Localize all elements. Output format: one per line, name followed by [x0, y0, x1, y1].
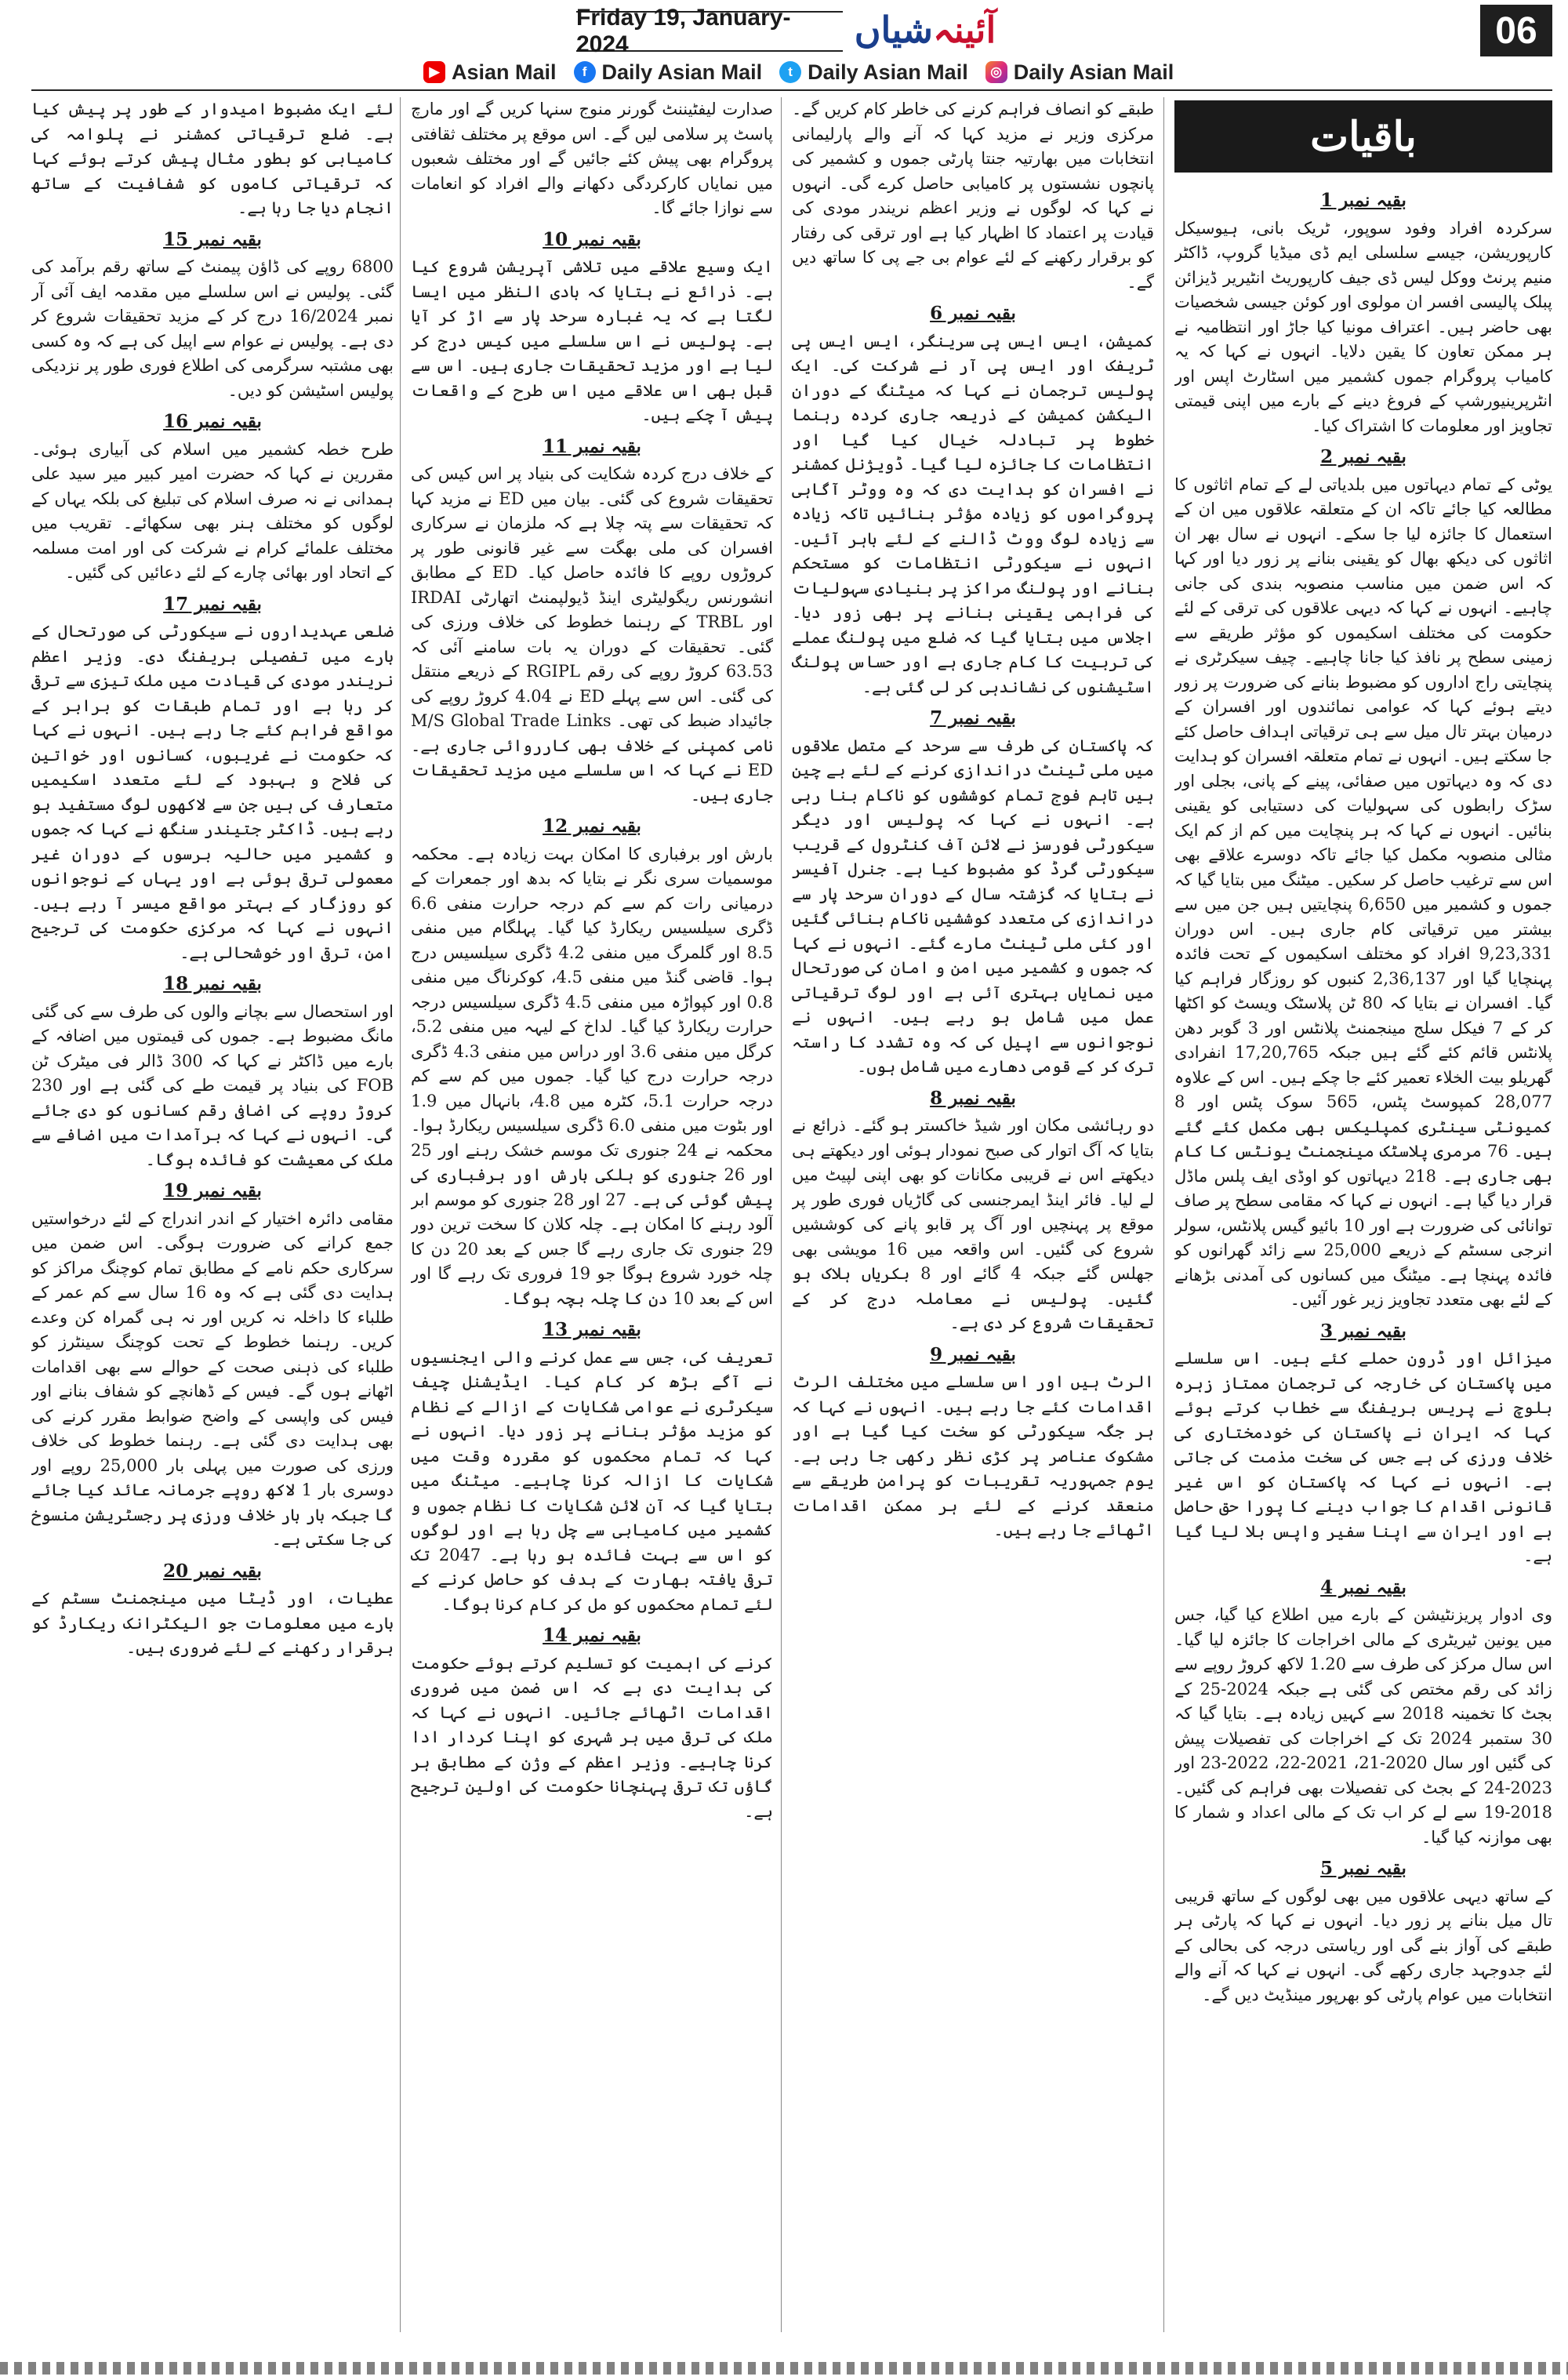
- continuation-heading: بقیہ نمبر 2: [1320, 446, 1406, 467]
- facebook-icon: f: [574, 61, 596, 83]
- article-text: کے خلاف درج کردہ شکایت کی بنیاد پر اس کیس کی تحقیقات شروع کی گئی۔ بیان میں ED نے مزید کہا کہ تحقیقات سے پتہ چلا ہے کہ ملزمان نے سرکاری افسران کی ملی بھگت سے غیر قانونی طور پر کروڑوں روپے کا فائدہ حاصل کیا۔ ED کے مطابق انشورنس ریگولیٹری اینڈ ڈیولپمنٹ اتھارٹی IRDAI اور TRBL کے رہنما خطوط کی خلاف ورزی کی گئی۔ تحقیقات کے دوران یہ بات سامنے آئی کہ 63.53 کروڑ روپے کی رقم RGIPL کے ذریعے منتقل کی گئی۔ اس سے پہلے ED نے 4.04 کروڑ روپے کی جائیداد ضبط کی تھی۔ M/S Global Trade Links نامی کمپنی کے خلاف بھی کارروائی جاری ہے۔ ED نے کہا کہ اس سلسلے میں مزید تحقیقات جاری ہیں۔: [411, 464, 773, 805]
- column-2: [792, 97, 1154, 2332]
- social-instagram-label: Daily Asian Mail: [1013, 60, 1174, 84]
- continuation-heading: بقیہ نمبر 19: [163, 1180, 262, 1201]
- article-text: بارش اور برفباری کا امکان بہت زیادہ ہے۔ محکمہ موسمیات سری نگر نے بتایا کہ بدھ اور جمعرات کے درمیانی رات کم سے کم درجہ حرارت منفی 6.6 ڈگری سیلسیس ریکارڈ کیا گیا۔ پہلگام میں منفی 8.5 اور گلمرگ میں منفی 4.2 ڈگری سیلسیس درج ہوا۔ قاضی گنڈ میں منفی 4.5، کوکرناگ میں منفی 0.8 اور کپواڑہ میں منفی 4.5 ڈگری سیلسیس درجہ حرارت ریکارڈ کیا گیا۔ لداخ کے لیہہ میں منفی 5.2، کرگل میں منفی 3.6 اور دراس میں منفی 4.3 ڈگری درجہ حرارت درج کیا گیا۔ جموں میں کم سے کم درجہ حرارت 5.1، کٹرہ میں 4.8، بانہال میں 1.9 اور بٹوت میں منفی 6.0 ڈگری سیلسیس ریکارڈ ہوا۔ محکمہ نے 24 جنوری تک موسم خشک رہنے اور 25 اور 26 جنوری کو ہلکی بارش اور برفباری کی پیش گوئی کی ہے۔ 27 اور 28 جنوری کو موسم ابر آلود رہنے کا امکان ہے۔ چلہ کلان کا سخت ترین دور 29 جنوری تک جاری رہے گا جس کے بعد 20 دن کا چلہ خورد شروع ہوگا جو 19 فروری تک رہے گا اور اس کے بعد 10 دن کا چلہ بچہ ہوگا۔: [411, 844, 773, 1308]
- social-twitter[interactable]: [779, 60, 968, 85]
- continuation-heading: بقیہ نمبر 17: [163, 593, 262, 615]
- article-text: لئے ایک مضبوط امیدوار کے طور پر پیش کیا ہے۔ ضلع ترقیاتی کمشنر نے پلوامہ کی کامیابی کو بطور مثال پیش کرتے ہوئے کہا کہ ترقیاتی کاموں کو شفافیت کے ساتھ انجام دیا جا رہا ہے۔: [31, 100, 394, 217]
- newspaper-logo: [854, 3, 996, 56]
- continuation-heading: بقیہ نمبر 18: [163, 973, 262, 994]
- column-divider: [781, 97, 782, 2332]
- continuation-heading: بقیہ نمبر 14: [543, 1625, 641, 1646]
- instagram-icon: ◎: [985, 61, 1007, 83]
- continuation-heading: بقیہ نمبر 16: [163, 411, 262, 432]
- article-text: وی ادوار پریزنٹیشن کے بارے میں اطلاع کیا گیا، جس میں یونین ٹیریٹری کے مالی اخراجات کا جائزہ لیا گیا۔ اس سال مرکز کی طرف سے 1.20 لاکھ کروڑ روپے سے زائد کی رقم مختص کی گئی ہے جبکہ 2024-25 کے بجٹ کا تخمینہ 2018 سے کہیں زیادہ ہے۔ بتایا گیا کہ 30 ستمبر 2024 تک کے اخراجات کی تفصیلات پیش کی گئیں اور سال 2020-21، 2021-22، 2022-23 اور 2023-24 کے بجٹ کی تفصیلات بھی فراہم کی گئیں۔ 2018-19 سے لے کر اب تک کے مالی اعداد و شمار کا بھی موازنہ کیا گیا۔: [1174, 1605, 1552, 1847]
- page-number: 06: [1480, 5, 1552, 56]
- masthead-rule: [31, 89, 1552, 91]
- social-links-bar: [423, 56, 1560, 88]
- youtube-icon: ▶: [423, 61, 445, 83]
- continuation-heading: بقیہ نمبر 10: [543, 228, 641, 250]
- issue-date: Friday 19, January-2024: [576, 11, 843, 52]
- article-text: سرکردہ افراد وفود سوپور، ٹریک بانی، ہیوسیکل کارپوریشن، جیسے سلسلی ایم ڈی میڈیا گروپ، ڈاکٹر منیم پرنٹ ووکل لیس ڈی جیف کارپوریٹ انٹیریر ڈیزائن پبلک پالیسی افسر ان مولوی اور کوئن جیسی شخصیات بھی حاضر ہیں۔ اعتراف مونیا کیا جاڑ اور انتظامیہ نے ہر ممکن تعاون کا یقین دلایا۔ انہوں نے کہا کہ یہ کامیاب پروگرام جموں کشمیر میں اسٹارٹ اپس اور انٹرپرینیورشپ کے فروغ دینے کے بارے میں اپنی قیمتی تجاویز اور معلومات کا اشتراک کیا۔: [1174, 218, 1552, 435]
- continuation-heading: بقیہ نمبر 13: [543, 1319, 641, 1340]
- article-text: ضلعی عہدیداروں نے سیکورٹی کی صورتحال کے بارے میں تفصیلی بریفنگ دی۔ وزیر اعظم نریندر مودی کی قیادت میں ملک تیزی سے ترقی کر رہا ہے اور تمام طبقات کو برابر کے مواقع فراہم کئے جا رہے ہیں۔ انہوں نے کہا کہ حکومت نے غریبوں، کسانوں اور خواتین کی فلاح و بہبود کے لئے متعدد اسکیمیں متعارف کی ہیں جن سے لاکھوں لوگ مستفید ہو رہے ہیں۔ ڈاکٹر جتیندر سنگھ نے کہا کہ جموں و کشمیر میں حالیہ برسوں کے دوران غیر معمولی ترقی ہوئی ہے اور یہاں کے نوجوانوں کو روزگار کے بہتر مواقع میسر آ رہے ہیں۔ انہوں نے کہا کہ مرکزی حکومت کی ترجیح امن، ترقی اور خوشحالی ہے۔: [31, 622, 394, 962]
- social-facebook-label: Daily Asian Mail: [601, 60, 763, 84]
- twitter-icon: t: [779, 61, 801, 83]
- continuation-heading: بقیہ نمبر 9: [930, 1343, 1016, 1365]
- continuation-heading: بقیہ نمبر 20: [163, 1560, 262, 1582]
- column-1: [1174, 182, 1552, 2332]
- article-text: الرٹ ہیں اور اس سلسلے میں مختلف الرٹ اقدامات کئے جا رہے ہیں۔ انہوں نے کہا کہ ہر جگہ سیکورٹی کو سخت کیا گیا ہے اور مشکوک عناصر پر کڑی نظر رکھی جا رہی ہے۔ یوم جمہوریہ تقریبات کو پرامن طریقے سے منعقد کرنے کے لئے ہر ممکن اقدامات اٹھائے جا رہے ہیں۔: [792, 1372, 1154, 1539]
- article-text: مقامی دائرہ اختیار کے اندر اندراج کے لئے درخواستیں جمع کرانے کی ضرورت ہوگی۔ اس ضمن میں سرکاری حکم نامے کے مطابق تمام کوچنگ مراکز کو ہدایت دی گئی ہے کہ وہ 16 سال سے کم عمر کے طلباء کا داخلہ نہ کریں اور نہ ہی گمراہ کن وعدے کریں۔ رہنما خطوط کے تحت کوچنگ سینٹرز کو طلباء کی ذہنی صحت کے حوالے سے بھی اقدامات اٹھانے ہوں گے۔ فیس کے ڈھانچے کو شفاف بنانے اور فیس کی واپسی کے واضح ضوابط مقرر کرنے کی بھی ہدایت دی گئی ہے۔ رہنما خطوط کی خلاف ورزی کی صورت میں پہلی بار 25,000 روپے اور دوسری بار 1 لاکھ روپے جرمانہ عائد کیا جائے گا جبکہ بار بار خلاف ورزی پر رجسٹریشن منسوخ کی جا سکتی ہے۔: [31, 1208, 394, 1549]
- article-text: عطیات، اور ڈیٹا میں مینجمنٹ سسٹم کے بارے میں معلومات جو الیکٹرانک ریکارڈ کو برقرار رکھنے کے لئے ضروری ہیں۔: [31, 1589, 394, 1657]
- article-text: صدارت لیفٹیننٹ گورنر منوج سنہا کریں گے اور مارچ پاسٹ پر سلامی لیں گے۔ اس موقع پر مختلف ثقافتی پروگرام بھی پیش کئے جائیں گے اور مختلف شعبوں میں نمایاں کارکردگی دکھانے والے افراد کو انعامات سے نوازا جائے گا۔: [411, 100, 773, 217]
- article-text: دو رہائشی مکان اور شیڈ خاکستر ہو گئے۔ ذرائع نے بتایا کہ آگ اتوار کی صبح نمودار ہوئی اور دیکھتے ہی دیکھتے اس نے قریبی مکانات کو بھی اپنی لپیٹ میں لے لیا۔ فائر اینڈ ایمرجنسی کی گاڑیاں فوری طور پر موقع پر پہنچیں اور آگ پر قابو پانے کی کوششیں شروع کی گئیں۔ اس واقعہ میں 16 مویشی بھی جھلس گئے جبکہ 4 گائے اور 8 بکریاں ہلاک ہو گئیں۔ پولیس نے معاملہ درج کر کے تحقیقات شروع کر دی ہے۔: [792, 1116, 1154, 1332]
- column-divider: [400, 97, 401, 2332]
- column-divider: [1163, 97, 1164, 2332]
- continuation-heading: بقیہ نمبر 3: [1320, 1320, 1406, 1342]
- article-text: کہ پاکستان کی طرف سے سرحد کے متصل علاقوں میں ملی ٹینٹ دراندازی کرنے کے لئے بے چین ہیں تاہم فوج تمام کوششوں کو ناکام بنا رہی ہے۔ انہوں نے کہا کہ پولیس اور دیگر سیکورٹی فورسز نے لائن آف کنٹرول کے قریب سیکورٹی گرڈ کو مضبوط کیا ہے۔ جنرل آفیسر نے بتایا کہ گزشتہ سال کے دوران سرحد پار سے دراندازی کی متعدد کوششیں ناکام بنائی گئیں اور کئی ملی ٹینٹ مارے گئے۔ انہوں نے کہا کہ جموں و کشمیر میں امن و امان کی صورتحال میں نمایاں بہتری آئی ہے اور لوگ ترقیاتی عمل میں شامل ہو رہے ہیں۔ انہوں نے نوجوانوں سے اپیل کی کہ وہ تشدد کا راستہ ترک کر کے قومی دھارے میں شامل ہوں۔: [792, 736, 1154, 1076]
- article-text: تعریف کی، جس سے عمل کرنے والی ایجنسیوں نے آگے بڑھ کر کام کیا۔ ایڈیشنل چیف سیکرٹری نے عوامی شکایات کے ازالے کے نظام کو مزید مؤثر بنانے پر زور دیا۔ انہوں نے کہا کہ تمام محکموں کو مقررہ وقت میں شکایات کا ازالہ کرنا چاہیے۔ میٹنگ میں بتایا گیا کہ آن لائن شکایات کا نظام جموں و کشمیر میں کامیابی سے چل رہا ہے اور لوگوں کو اس سے بہت فائدہ ہو رہا ہے۔ 2047 تک ترقی یافتہ بھارت کے ہدف کو حاصل کرنے کے لئے تمام محکموں کو مل کر کام کرنا ہوگا۔: [411, 1347, 773, 1614]
- column-3: [411, 97, 773, 2332]
- social-youtube-label: Asian Mail: [452, 60, 557, 84]
- logo-text-b: شیاں: [854, 9, 933, 51]
- column-4: [31, 97, 394, 2332]
- continuation-heading: بقیہ نمبر 1: [1320, 190, 1406, 211]
- continuation-heading: بقیہ نمبر 4: [1320, 1576, 1406, 1598]
- continuation-heading: بقیہ نمبر 6: [930, 303, 1016, 324]
- continuation-heading: بقیہ نمبر 11: [543, 435, 641, 457]
- article-text: کرنے کی اہمیت کو تسلیم کرتے ہوئے حکومت کی ہدایت دی ہے کہ اس ضمن میں ضروری اقدامات اٹھائے جائیں۔ انہوں نے کہا کہ ملک کی ترقی میں ہر شہری کو اپنا کردار ادا کرنا چاہیے۔ وزیر اعظم کے وژن کے مطابق ہر گاؤں تک ترقی پہنچانا حکومت کی اولین ترجیح ہے۔: [411, 1653, 773, 1821]
- continuation-heading: بقیہ نمبر 7: [930, 707, 1016, 729]
- article-text: اور استحصال سے بچانے والوں کی طرف سے کی گئی مانگ مضبوط ہے۔ جموں کی قیمتوں میں اضافہ کے بارے میں ڈاکٹر نے کہا کہ 300 ڈالر فی میٹرک ٹن FOB کی بنیاد پر قیمت طے کی گئی ہے اور 230 کروڑ روپے کی اضافی رقم کسانوں کو دی جائے گی۔ انہوں نے کہا کہ برآمدات میں اضافے سے ملک کی معیشت کو فائدہ ہوگا۔: [31, 1001, 394, 1169]
- social-instagram[interactable]: [985, 60, 1174, 85]
- continuation-heading: بقیہ نمبر 8: [930, 1087, 1016, 1109]
- article-text: طبقے کو انصاف فراہم کرنے کی خاطر کام کریں گے۔ مرکزی وزیر نے مزید کہا کہ آنے والے پارلیمانی انتخابات میں بھارتیہ جنتا پارٹی جموں و کشمیر کی پانچوں نشستوں پر کامیابی حاصل کرے گی۔ انہوں نے کہا کہ لوگوں نے وزیر اعظم نریندر مودی کی قیادت پر اعتماد کا اظہار کیا ہے اور ترقی کی رفتار کو برقرار رکھنے کے لئے عوام بی جے پی کا ساتھ دیں گے۔: [792, 100, 1154, 292]
- social-twitter-label: Daily Asian Mail: [808, 60, 968, 84]
- continuation-heading: بقیہ نمبر 5: [1320, 1858, 1406, 1879]
- article-text: کے ساتھ دیہی علاقوں میں بھی لوگوں کے ساتھ قریبی تال میل بنانے پر زور دیا۔ انہوں نے کہا کہ پارٹی ہر طبقے کی آواز بنے گی اور ریاستی درجہ کی بحالی کے لئے جدوجہد جاری رکھے گی۔ انہوں نے کہا کہ آنے والے انتخابات میں عوام پارٹی کو بھرپور مینڈیٹ دیں گے۔: [1174, 1886, 1552, 2004]
- continuation-heading: بقیہ نمبر 15: [163, 228, 262, 250]
- article-text: کمیشن، ایس ایس پی سرینگر، ایس ایس پی ٹریفک اور ایس پی آر نے شرکت کی۔ ایک پولیس ترجمان نے کہا کہ میٹنگ کے دوران الیکشن کمیشن کے ذریعہ جاری کردہ رہنما خطوط پر تبادلہ خیال کیا گیا اور انتظامات کا جائزہ لیا گیا۔ ڈویژنل کمشنر نے افسران کو ہدایت دی کہ وہ ووٹر آگاہی پروگراموں کو زیادہ مؤثر بنائیں تاکہ زیادہ سے زیادہ لوگ ووٹ ڈالنے کے لئے باہر آئیں۔ انہوں نے سیکورٹی انتظامات کو مستحکم بنانے اور پولنگ مراکز پر بنیادی سہولیات کی فراہمی یقینی بنانے پر بھی زور دیا۔ اجلاس میں بتایا گیا کہ ضلع میں پولنگ عملے کی تربیت کا کام جاری ہے اور حساس پولنگ اسٹیشنوں کی نشاندہی کر لی گئی ہے۔: [792, 331, 1154, 696]
- printer-registration-strip: [0, 2362, 1568, 2375]
- logo-text-a: آئینہ: [932, 9, 996, 51]
- article-text: میزائل اور ڈرون حملے کئے ہیں۔ اس سلسلے میں پاکستان کی خارجہ کی ترجمان ممتاز زہرہ بلوچ نے پریس بریفنگ سے خطاب کرتے ہوئے کہا کہ ایران نے پاکستان کی خودمختاری کی خلاف ورزی کی ہے جس کی سخت مذمت کی جاتی ہے۔ انہوں نے کہا کہ پاکستان کو اس غیر قانونی اقدام کا جواب دینے کا پورا حق حاصل ہے اور ایران سے اپنا سفیر واپس بلا لیا گیا ہے۔: [1174, 1349, 1552, 1565]
- article-text: 6800 روپے کی ڈاؤن پیمنٹ کے ساتھ رقم برآمد کی گئی۔ پولیس نے اس سلسلے میں مقدمہ ایف آئی آر نمبر 16/2024 درج کر کے مزید تحقیقات شروع کر دی ہے۔ پولیس نے عوام سے اپیل کی ہے کہ وہ کسی بھی مشتبہ سرگرمی کی اطلاع فوری طور پر نزدیکی پولیس اسٹیشن کو دیں۔: [31, 257, 394, 400]
- continuation-heading: بقیہ نمبر 12: [543, 816, 641, 837]
- article-text: طرح خطہ کشمیر میں اسلام کی آبیاری ہوئی۔ مقررین نے کہا کہ حضرت امیر کبیر میر سید علی ہمدانی نے نہ صرف اسلام کی تبلیغ کی بلکہ یہاں کے لوگوں کو مختلف ہنر بھی سکھائے۔ تقریب میں مختلف علمائے کرام نے شرکت کی اور امت مسلمہ کے اتحاد اور بھائی چارے کے لئے دعائیں کی گئیں۔: [31, 439, 394, 582]
- section-title-banner: باقیات: [1174, 100, 1552, 173]
- social-youtube[interactable]: [423, 60, 557, 85]
- article-text: ایک وسیع علاقے میں تلاشی آپریشن شروع کیا ہے۔ ذرائع نے بتایا کہ بادی النظر میں ایسا لگتا ہے کہ یہ غبارہ سرحد پار سے اڑ کر آیا ہے۔ پولیس نے اس سلسلے میں کیس درج کر لیا ہے اور مزید تحقیقات جاری ہیں۔ اس سے قبل بھی اس علاقے میں اس طرح کے واقعات پیش آ چکے ہیں۔: [411, 257, 773, 424]
- masthead: [0, 0, 1568, 94]
- article-text: یوٹی کے تمام دیہاتوں میں بلدیاتی لے کے تمام اثاثوں کا مطالعہ کیا جائے تاکہ ان کے متعلقہ علاقوں میں ان کے استعمال کا جائزہ لیا جا سکے۔ انہوں نے سال بھر ان اثاثوں کی دیکھ بھال کو یقینی بنانے پر زور دیا اور کہا کہ اس ضمن میں مناسب منصوبہ بندی کی جانی چاہیے۔ انہوں نے کہا کہ دیہی علاقوں کی ترقی کے لئے حکومت کی مختلف اسکیموں کو مؤثر طریقے سے زمینی سطح پر نافذ کیا جانا چاہیے۔ چیف سیکرٹری نے پنچایتی راج اداروں کو مضبوط بنانے کی ضرورت پر زور دیتے ہوئے کہا کہ عوامی نمائندوں اور افسران کے درمیان بہتر تال میل سے ہی ترقیاتی اہداف حاصل کئے جا سکتے ہیں۔ انہوں نے تمام متعلقہ افسران کو ہدایت دی کہ وہ دیہاتوں میں صفائی، پینے کے پانی، بجلی اور سڑک رابطوں کی سہولیات کی دستیابی کو یقینی بنائیں۔ انہوں نے کہا کہ ہر پنچایت میں کم از کم ایک مثالی منصوبہ مکمل کیا جائے تاکہ دوسرے علاقے بھی اس سے ترغیب حاصل کر سکیں۔ میٹنگ میں بتایا گیا کہ جموں و کشمیر میں 6,650 پنچایتیں ہیں جن میں سے بیشتر میں ترقیاتی کام جاری ہیں۔ اس دوران 9,23,331 افراد کو مختلف اسکیموں کے تحت فائدہ پہنچایا گیا اور 2,36,137 کنبوں کو روزگار فراہم کیا گیا۔ افسران نے بتایا کہ 80 ٹن پلاسٹک ویسٹ کو اکٹھا کر کے 7 فیکل سلج مینجمنٹ پلانٹس اور 3 گوبر دھن پلانٹس قائم کئے گئے ہیں جبکہ 17,20,765 انفرادی گھریلو بیت الخلاء تعمیر کئے جا چکے ہیں۔ اس کے علاوہ 28,077 کمپوسٹ پٹس، 565 سوک پٹس اور 8 کمیونٹی سینٹری کمپلیکس بھی مکمل کئے گئے ہیں۔ 76 مرمری پلاسٹک مینجمنٹ یونٹس کا کام بھی جاری ہے۔ 218 دیہاتوں کو اوڈی ایف پلس ماڈل قرار دیا گیا ہے۔ انہوں نے کہا کہ مقامی سطح پر صاف توانائی کی ضرورت ہے اور 10 بائیو گیس پلانٹس، سولر انرجی سسٹم کے ذریعے 25,000 سے زائد گھرانوں کو فائدہ پہنچا ہے۔ میٹنگ میں کسانوں کی آمدنی بڑھانے کے لئے بھی متعدد تجاویز زیر غور آئیں۔: [1174, 474, 1552, 1309]
- social-facebook[interactable]: [574, 60, 763, 85]
